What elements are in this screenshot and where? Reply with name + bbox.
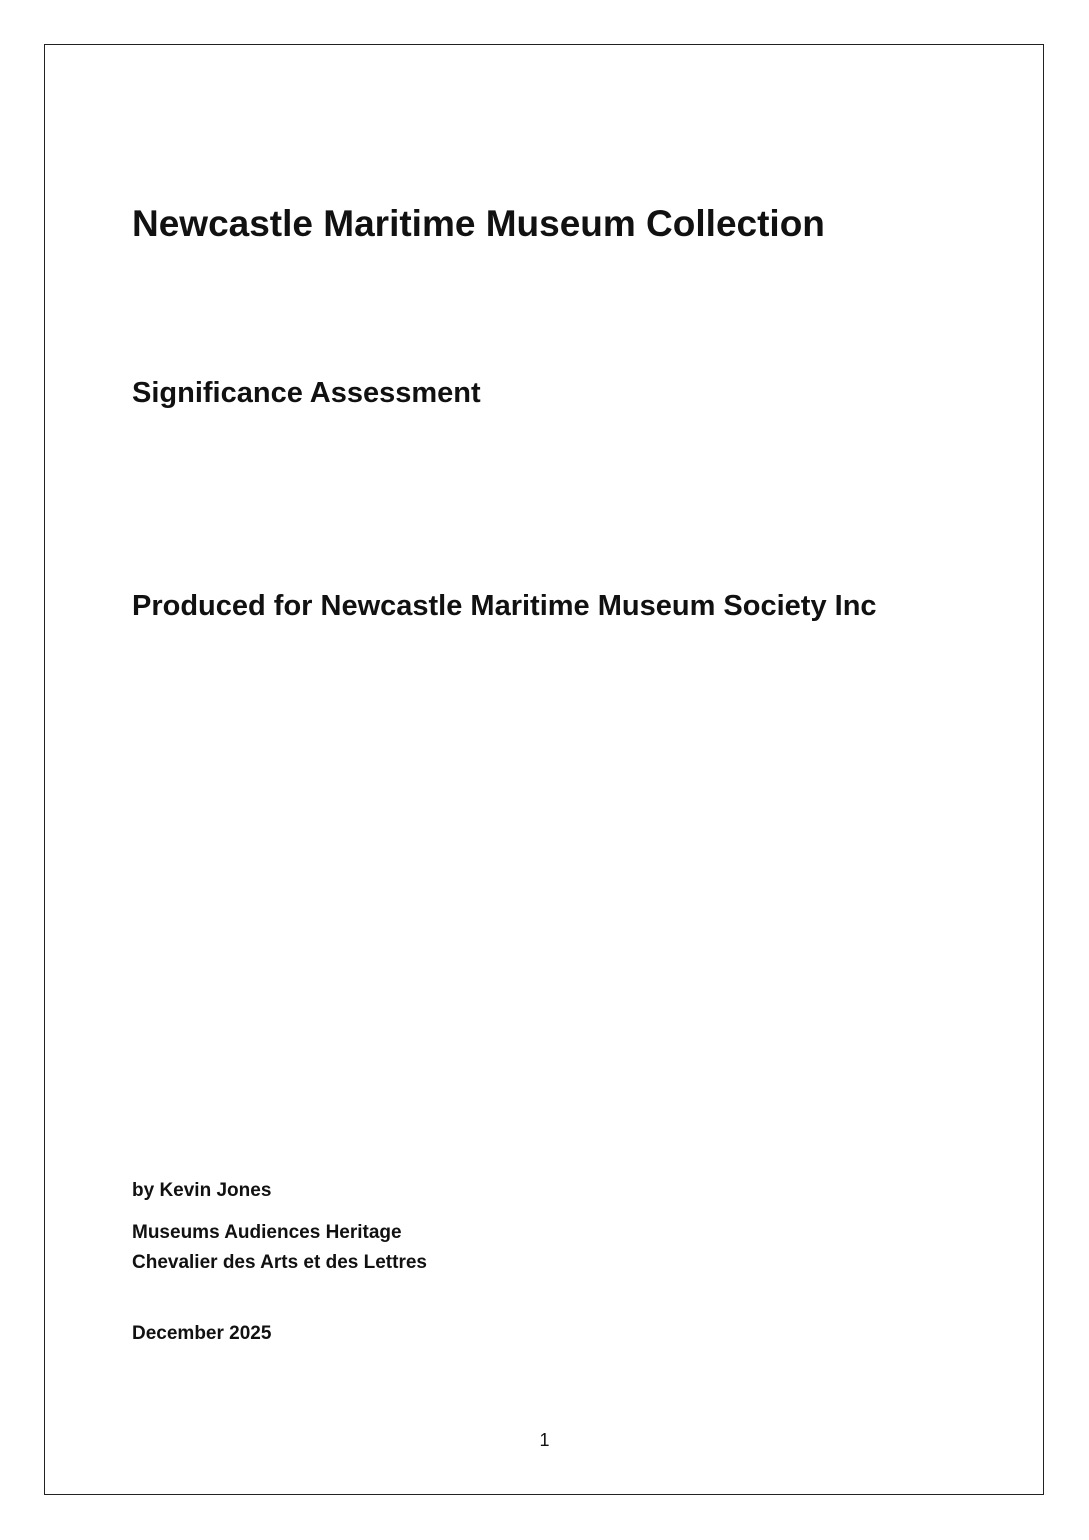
document-title: Newcastle Maritime Museum Collection (132, 203, 825, 244)
affiliation-line-1: Museums Audiences Heritage (132, 1222, 402, 1243)
document-subtitle: Significance Assessment (132, 377, 481, 409)
author-line: by Kevin Jones (132, 1180, 272, 1201)
page-number: 1 (539, 1430, 550, 1450)
affiliation-line-2: Chevalier des Arts et des Lettres (132, 1252, 427, 1273)
document-date: December 2025 (132, 1323, 272, 1344)
page-border (44, 44, 1044, 1495)
produced-for-line: Produced for Newcastle Maritime Museum Society Inc (132, 590, 877, 622)
